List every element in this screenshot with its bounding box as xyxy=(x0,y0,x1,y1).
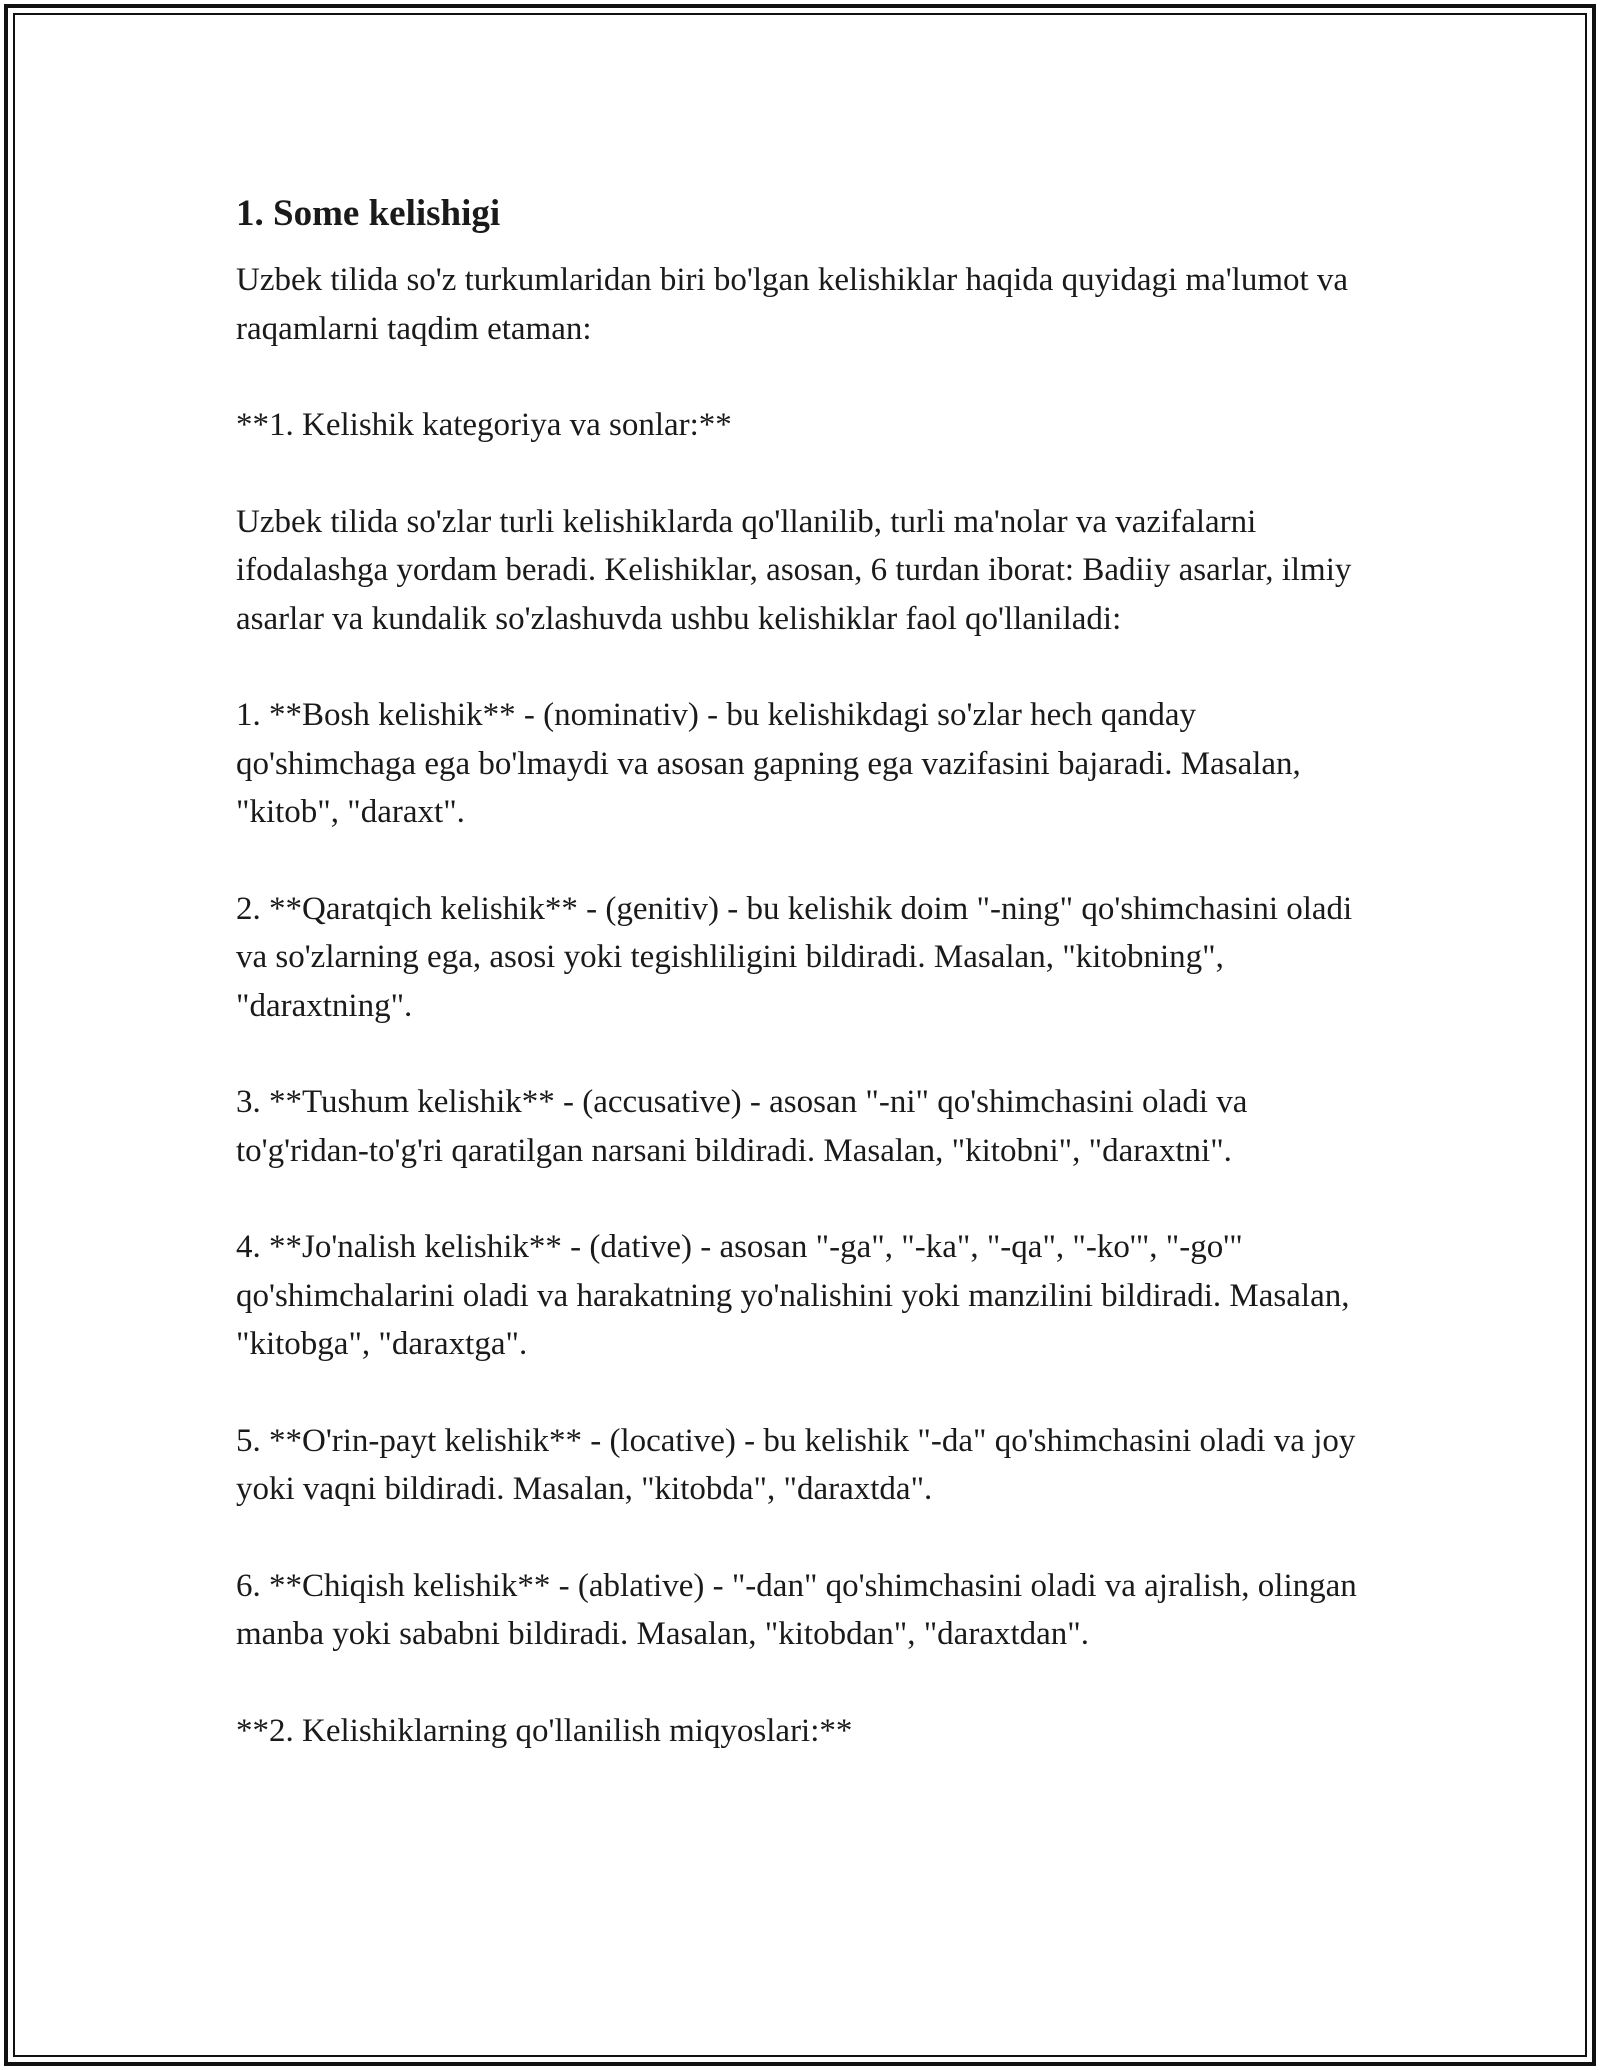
section-1-description: Uzbek tilida so'zlar turli kelishiklarda qo'llanilib, turli ma'nolar va vazifalarni ifodalashga yordam beradi. Kelishiklar, asosan, 6 turdan iborat: Badiiy asarlar, ilmiy asarlar va kundalik so'zlashuvda ushbu kelishiklar faol qo'llaniladi: xyxy=(236,503,1352,637)
section-2-title: **2. Kelishiklarning qo'llanilish miqyoslari:** xyxy=(236,1712,853,1749)
case-item-nominative: 1. **Bosh kelishik** - (nominativ) - bu kelishikdagi so'zlar hech qanday qo'shimchaga ega bo'lmaydi va asosan gapning ega vazifasini bajaradi. Masalan, "kitob", "daraxt". xyxy=(236,697,1301,830)
intro-paragraph: Uzbek tilida so'z turkumlaridan biri bo'lgan kelishiklar haqida quyidagi ma'lumot va raqamlarni taqdim etaman: xyxy=(236,262,1349,347)
document-heading: 1. Some kelishigi xyxy=(236,193,501,234)
document-body xyxy=(236,188,1376,1803)
case-item-genitive: 2. **Qaratqich kelishik** - (genitiv) - bu kelishik doim "-ning" qo'shimchasini oladi va so'zlarning ega, asosi yoki tegishliligini bildiradi. Masalan, "kitobning", "daraxtning". xyxy=(236,890,1353,1024)
section-1-title: **1. Kelishik kategoriya va sonlar:** xyxy=(236,407,732,443)
case-item-locative: 5. **O'rin-payt kelishik** - (locative) - bu kelishik "-da" qo'shimchasini oladi va joy yoki vaqni bildiradi. Masalan, "kitobda", "daraxtda". xyxy=(236,1422,1356,1507)
case-item-ablative: 6. **Chiqish kelishik** - (ablative) - "-dan" qo'shimchasini oladi va ajralish, olingan manba yoki sababni bildiradi. Masalan, "kitobdan", "daraxtdan". xyxy=(236,1567,1357,1652)
case-item-accusative: 3. **Tushum kelishik** - (accusative) - asosan "-ni" qo'shimchasini oladi va to'g'ridan-to'g'ri qaratilgan narsani bildiradi. Masalan, "kitobni", "daraxtni". xyxy=(236,1084,1248,1169)
case-item-dative: 4. **Jo'nalish kelishik** - (dative) - asosan "-ga", "-ka", "-qa", "-ko'", "-go'" qo'shimchalarini oladi va harakatning yo'nalishini yoki manzilini bildiradi. Masalan, "kitobga", "daraxtga". xyxy=(236,1229,1350,1362)
